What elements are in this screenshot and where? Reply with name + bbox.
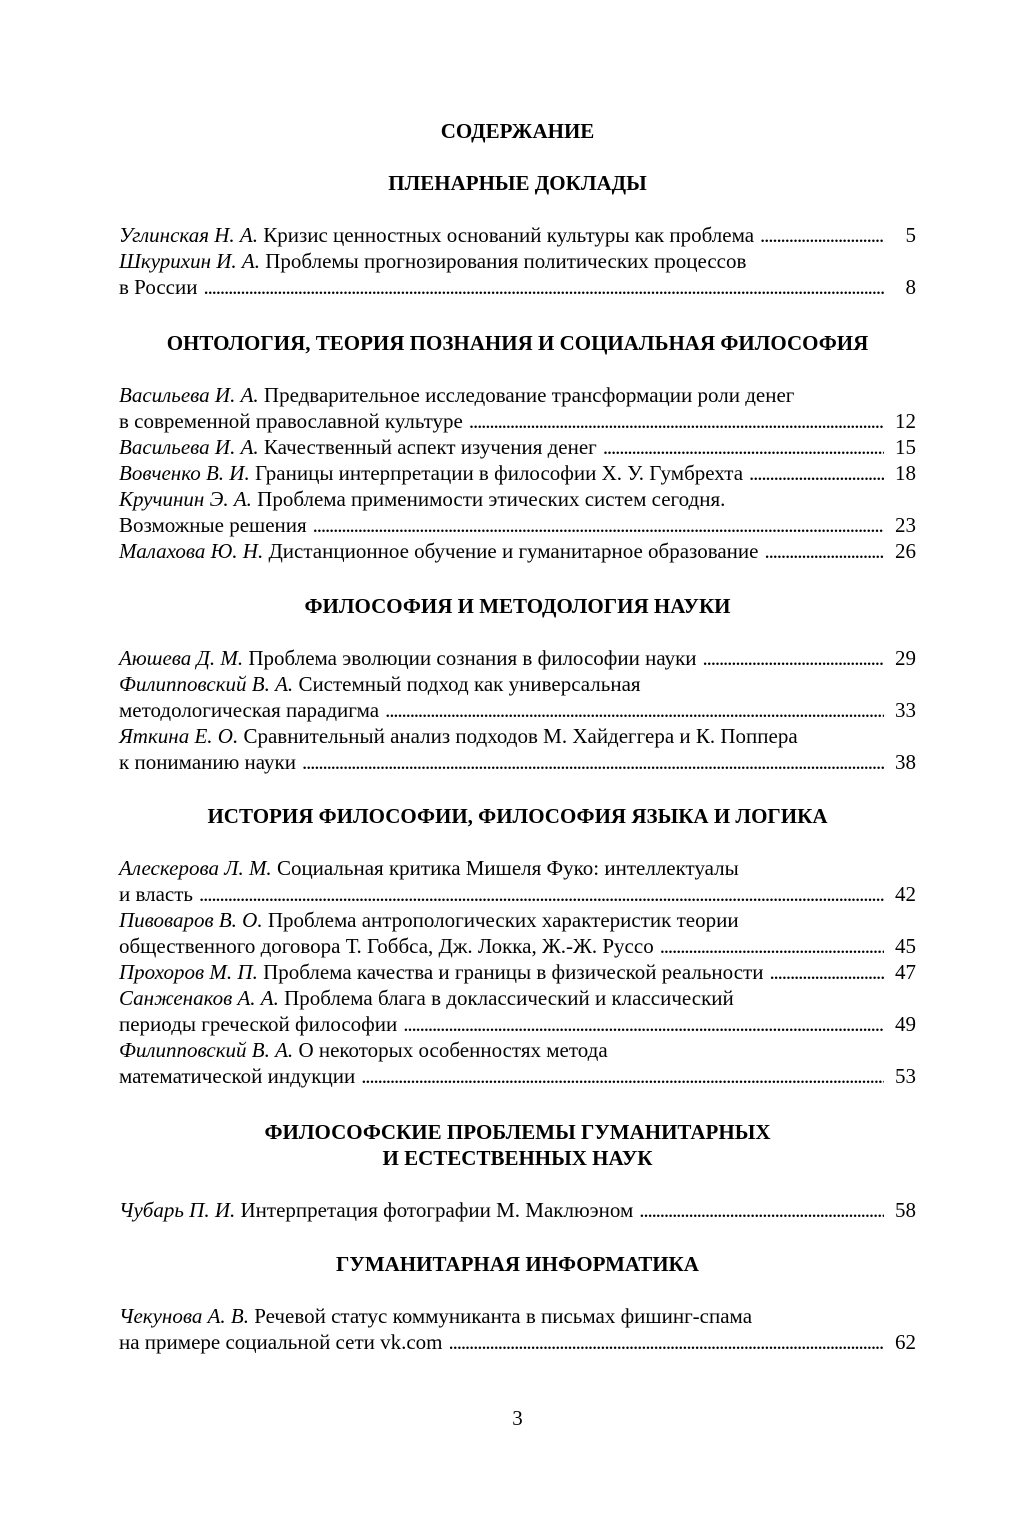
toc-entry-line [119,671,916,697]
entry-title: в России [119,275,198,299]
toc-entry[interactable] [119,645,916,671]
section-heading: ФИЛОСОФИЯ И МЕТОДОЛОГИЯ НАУКИ [304,594,731,618]
toc-entry-line [119,248,916,274]
dot-leader [403,1011,884,1037]
dot-leader [385,697,884,723]
entry-author: Чекунова А. В. [119,1304,249,1328]
dot-leader [749,460,884,486]
entry-text [119,723,798,749]
entry-author: Пивоваров В. О. [119,908,263,932]
page-title: СОДЕРЖАНИЕ [440,119,595,143]
toc-entry[interactable] [119,1037,916,1089]
toc-entry[interactable] [119,248,916,300]
entry-text [119,1197,633,1223]
dot-leader [449,1329,884,1355]
entry-page-number: 15 [895,435,916,459]
toc-entry-line [119,434,916,460]
entry-text [119,907,739,933]
dot-leader [603,434,884,460]
toc-entry-line [119,985,916,1011]
entry-page-number: 29 [895,646,916,670]
entry-author: Вовченко В. И. [119,461,250,485]
entry-text [119,434,597,460]
entry-author: Санженаков А. А. [119,986,279,1010]
entry-text [119,933,654,959]
entry-author: Яткина Е. О. [119,724,239,748]
entry-author: Алескерова Л. М. [119,856,272,880]
toc-entry[interactable] [119,1197,916,1223]
dot-leader [769,959,884,985]
entry-title: Предварительное исследование трансформации роли денег [263,383,795,407]
entry-title: на примере социальной сети vk.com [119,1330,443,1354]
dot-leader [203,274,884,300]
entry-title: Системный подход как универсальная [298,672,641,696]
entry-page-number: 12 [895,409,916,433]
entry-page-number: 62 [895,1330,916,1354]
dot-leader [199,881,884,907]
toc-entry-line [119,855,916,881]
entry-text [119,697,379,723]
toc-section [119,803,916,1089]
dot-leader [313,512,884,538]
toc-entry[interactable] [119,486,916,538]
entry-text [119,538,758,564]
toc-entry[interactable] [119,671,916,723]
entry-page-number: 38 [895,750,916,774]
entry-author: Чубарь П. И. [119,1198,236,1222]
section-heading: ОНТОЛОГИЯ, ТЕОРИЯ ПОЗНАНИЯ И СОЦИАЛЬНАЯ ФИЛОСОФИЯ [166,331,869,355]
entry-text [119,274,197,300]
entry-author: Шкурихин И. А. [119,249,261,273]
toc-entries [119,1303,916,1355]
toc-entry-line [119,1037,916,1063]
toc-entry[interactable] [119,907,916,959]
entry-title: Возможные решения [119,513,307,537]
section-heading: ПЛЕНАРНЫЕ ДОКЛАДЫ [388,171,647,195]
entry-title: Сравнительный анализ подходов М. Хайдеггера и К. Поппера [243,724,798,748]
entry-text [119,749,296,775]
dot-leader [703,645,884,671]
entry-text [119,512,307,538]
entry-text [119,408,463,434]
toc-entry[interactable] [119,382,916,434]
toc-entries [119,645,916,775]
entry-title: О некоторых особенностях метода [298,1038,608,1062]
toc-entry-line [119,723,916,749]
entry-title: методологическая парадигма [119,698,380,722]
dot-leader [764,538,884,564]
toc-section [119,1251,916,1355]
toc-entry-line [119,933,916,959]
entry-text [119,486,725,512]
entry-author: Углинская Н. А. [119,223,258,247]
entry-title: математической индукции [119,1064,356,1088]
toc-entries [119,222,916,300]
toc-entry[interactable] [119,855,916,907]
toc-entries [119,1197,916,1223]
toc-entry[interactable] [119,538,916,564]
entry-text [119,671,641,697]
dot-leader [639,1197,884,1223]
entry-title: в современной православной культуре [119,409,463,433]
entry-title: общественного договора Т. Гоббса, Дж. Локка, Ж.-Ж. Руссо [119,934,654,958]
entry-title: и власть [119,882,194,906]
toc-entry-line [119,460,916,486]
entry-text [119,959,763,985]
toc-entries [119,382,916,564]
entry-title: Проблема применимости этических систем сегодня. [257,487,726,511]
toc-entry-line [119,907,916,933]
dot-leader [469,408,884,434]
toc-entry-line [119,749,916,775]
entry-text [119,645,697,671]
entry-text [119,1037,608,1063]
entry-text [119,1303,752,1329]
toc-entry[interactable] [119,222,916,248]
dot-leader [760,222,884,248]
entry-page-number: 8 [905,275,916,299]
entry-page-number: 5 [905,223,916,247]
toc-entry[interactable] [119,959,916,985]
toc-entry-line [119,645,916,671]
entry-text [119,382,794,408]
entry-author: Аюшева Д. М. [119,646,244,670]
page-number: 3 [512,1406,523,1430]
entry-page-number: 49 [895,1012,916,1036]
dot-leader [660,933,884,959]
entry-page-number: 45 [895,934,916,958]
entry-title: Проблемы прогнозирования политических процессов [265,249,747,273]
toc-section [119,593,916,775]
toc-entry-line [119,1329,916,1355]
toc-entry-line [119,697,916,723]
toc-entry[interactable] [119,1303,916,1355]
toc-entry-line [119,274,916,300]
toc-section [119,1119,916,1223]
toc-entry[interactable] [119,723,916,775]
section-heading: ГУМАНИТАРНАЯ ИНФОРМАТИКА [336,1252,699,1276]
entry-title: Проблема антропологических характеристик теории [267,908,739,932]
toc-entry-line [119,408,916,434]
entry-title: Качественный аспект изучения денег [263,435,597,459]
entry-title: Кризис ценностных оснований культуры как проблема [263,223,755,247]
entry-author: Прохоров М. П. [119,960,258,984]
entry-text [119,1063,355,1089]
toc-entry-line [119,382,916,408]
entry-author: Филипповский В. А. [119,672,294,696]
entry-title: Социальная критика Мишеля Фуко: интеллектуалы [276,856,739,880]
toc-entry-line [119,959,916,985]
entry-author: Малахова Ю. Н. [119,539,264,563]
toc-entry[interactable] [119,434,916,460]
toc-entry[interactable] [119,985,916,1037]
entry-page-number: 58 [895,1198,916,1222]
entry-title: Речевой статус коммуниканта в письмах фишинг-спама [254,1304,753,1328]
toc-entry-line [119,1303,916,1329]
entry-text [119,1329,443,1355]
toc-entry-line [119,881,916,907]
entry-title: к пониманию науки [119,750,296,774]
entry-text [119,460,743,486]
toc-section [119,330,916,564]
section-heading: ИСТОРИЯ ФИЛОСОФИИ, ФИЛОСОФИЯ ЯЗЫКА И ЛОГИКА [207,804,828,828]
entry-page-number: 23 [895,513,916,537]
toc-entry-line [119,1197,916,1223]
toc-entry[interactable] [119,460,916,486]
dot-leader [302,749,884,775]
entry-page-number: 53 [895,1064,916,1088]
toc-entry-line [119,486,916,512]
entry-text [119,1011,397,1037]
toc-section [119,170,916,300]
entry-title: Проблема качества и границы в физической реальности [263,960,764,984]
toc-entry-line [119,222,916,248]
entry-author: Васильева И. А. [119,435,259,459]
dot-leader [361,1063,884,1089]
entry-author: Кручинин Э. А. [119,487,252,511]
entry-page-number: 42 [895,882,916,906]
entry-title: Проблема блага в доклассический и классический [284,986,734,1010]
entry-title: периоды греческой философии [119,1012,398,1036]
entry-title: Проблема эволюции сознания в философии науки [248,646,697,670]
toc-entry-line [119,1063,916,1089]
entry-text [119,248,746,274]
toc-entry-line [119,538,916,564]
entry-text [119,985,734,1011]
entry-author: Васильева И. А. [119,383,259,407]
toc-entry-line [119,1011,916,1037]
entry-text [119,222,754,248]
entry-page-number: 47 [895,960,916,984]
entry-title: Дистанционное обучение и гуманитарное образование [268,539,759,563]
entry-title: Границы интерпретации в философии Х. У. Гумбрехта [254,461,744,485]
toc-entry-line [119,512,916,538]
entry-text [119,855,739,881]
entry-text [119,881,193,907]
section-heading: ФИЛОСОФСКИЕ ПРОБЛЕМЫ ГУМАНИТАРНЫХ И ЕСТЕСТВЕННЫХ НАУК [264,1120,771,1170]
entry-author: Филипповский В. А. [119,1038,294,1062]
entry-page-number: 18 [895,461,916,485]
toc-entries [119,855,916,1089]
entry-page-number: 33 [895,698,916,722]
entry-title: Интерпретация фотографии М. Маклюэном [240,1198,634,1222]
entry-page-number: 26 [895,539,916,563]
